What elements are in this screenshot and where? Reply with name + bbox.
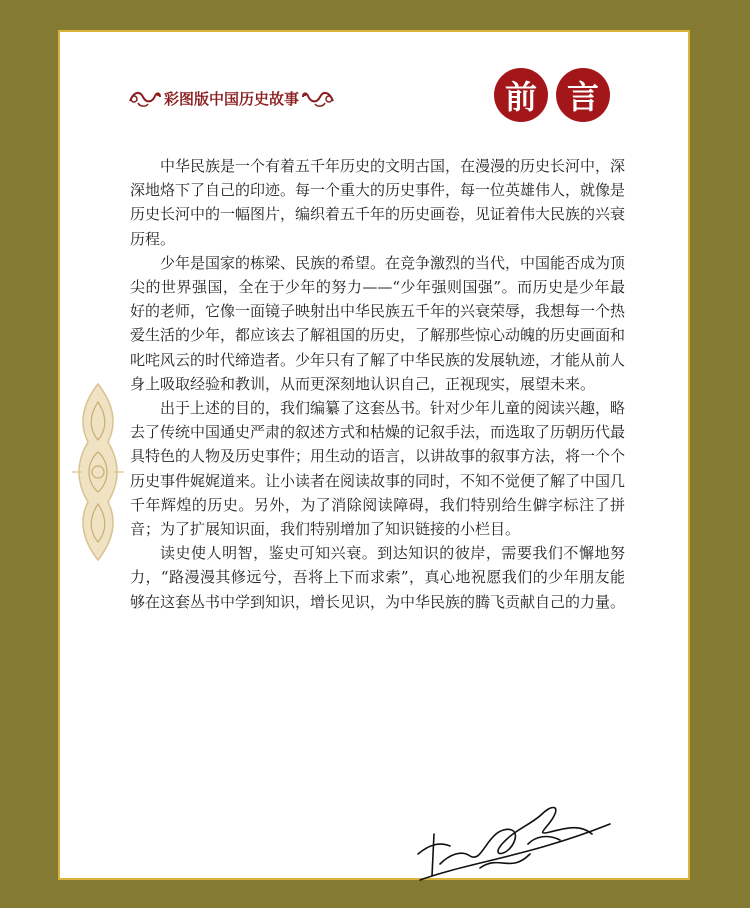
left-dragon-icon [128, 87, 162, 109]
paragraph-2: 少年是国家的栋梁、民族的希望。在竞争激烈的当代，中国能否成为顶尖的世界强国，全在于少年的努力——“少年强则国强”。而历史是少年最好的老师，它像一面镜子映射出中华民族五千年的兴衰荣辱，我想每一个热爱生活的少年，都应该去了解祖国的历史，了解那些惊心动魄的历史画面和叱咤风云的时代缔造者。少年只有了解了中华民族的发展轨迹，才能从前人身上吸取经验和教训，从而更深刻地认识自己，正视现实，展望未来。 [130, 253, 626, 393]
preface-page [58, 30, 690, 880]
floral-ornament-icon [68, 382, 128, 562]
author-signature [410, 784, 650, 884]
title-char-2: 言 [556, 68, 610, 122]
preface-body [130, 154, 625, 614]
title-char-1: 前 [494, 68, 548, 122]
paragraph-1: 中华民族是一个有着五千年历史的文明古国，在漫漫的历史长河中，深深地烙下了自己的印迹。每一个重大的历史事件，每一位英雄伟人，就像是历史长河中的一幅图片，编织着五千年的历史画卷，见证着伟大民族的兴衰历程。 [130, 157, 626, 248]
series-header [128, 86, 335, 110]
series-title: 彩图版中国历史故事 [164, 89, 300, 108]
right-dragon-icon [301, 87, 335, 109]
paragraph-3: 出于上述的目的，我们编纂了这套丛书。针对少年儿童的阅读兴趣，略去了传统中国通史严肃的叙述方式和枯燥的记叙手法，而选取了历朝历代最具特色的人物及历史事件；用生动的语言，以讲故事的叙事方法，将一个个历史事件娓娓道来。让小读者在阅读故事的同时，不知不觉便了解了中国几千年辉煌的历史。另外，为了消除阅读障碍，我们特别给生僻字标注了拼音；为了扩展知识面，我们特别增加了知识链接的小栏目。 [130, 399, 626, 539]
paragraph-4: 读史使人明智，鉴史可知兴衰。到达知识的彼岸，需要我们不懈地努力，“路漫漫其修远兮，吾将上下而求索”，真心地祝愿我们的少年朋友能够在这套丛书中学到知识，增长见识，为中华民族的腾飞贡献自己的力量。 [130, 544, 626, 611]
preface-title [494, 68, 610, 122]
